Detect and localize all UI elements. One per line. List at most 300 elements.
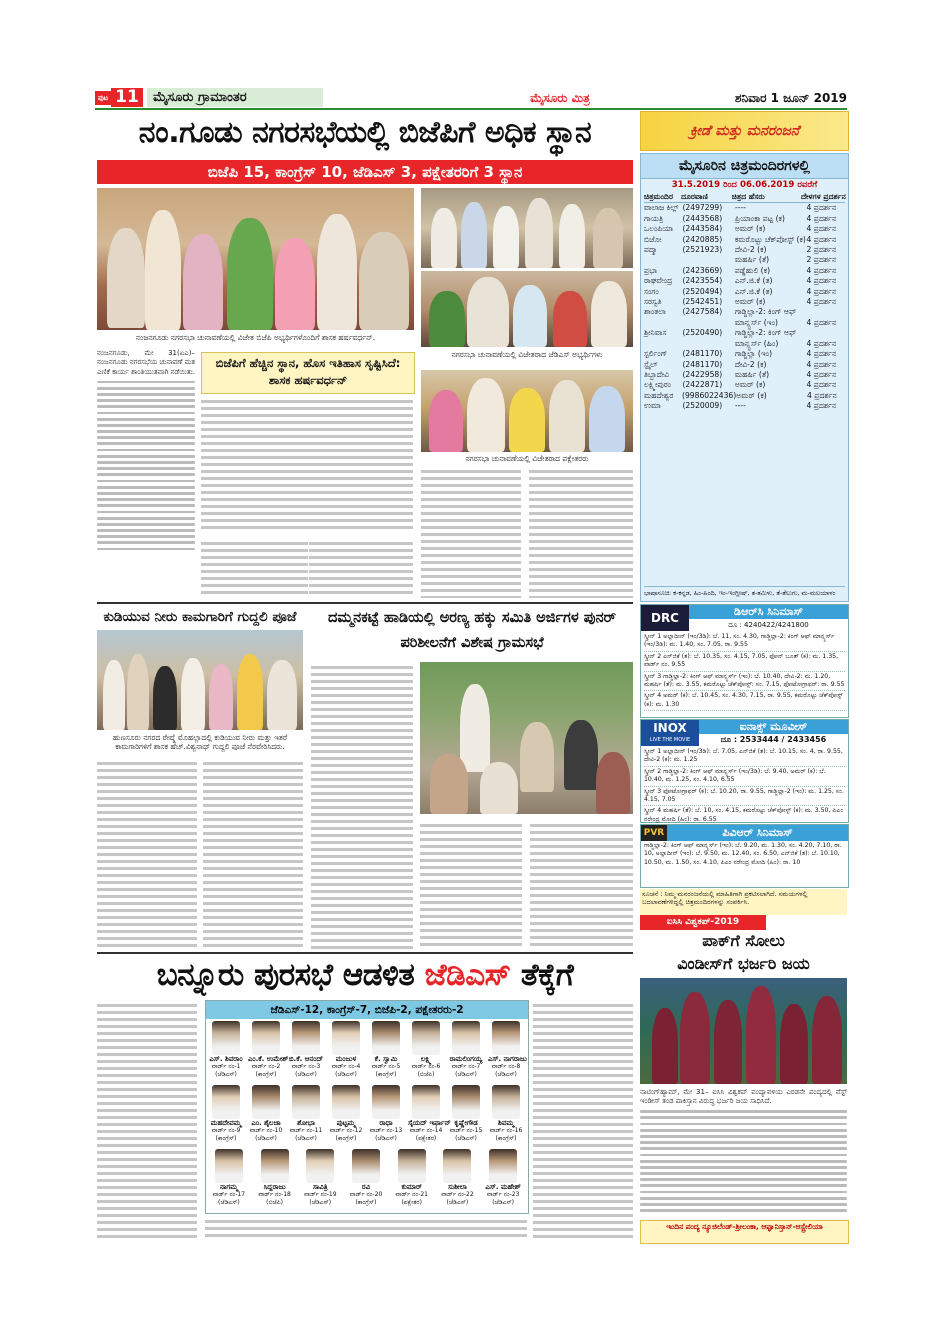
page-date: ಶನಿವಾರ 1 ಜೂನ್ 2019 [734, 91, 847, 105]
film-name: ಮಹರ್ಷಿ (ತೆ) [734, 255, 770, 265]
film-name: ಅಮರ್ (ಕ) [734, 380, 766, 390]
theatre-phone: (2423669) [682, 265, 723, 275]
theatre-phone: (2443584) [682, 224, 723, 234]
cinema-title: ಮೈಸೂರಿನ ಚಿತ್ರಮಂದಿರಗಳಲ್ಲಿ [641, 154, 848, 179]
bjp-photo-caption: ನಂಜನಗೂಡು ನಗರಸಭಾ ಚುನಾವಣೆಯಲ್ಲಿ ವಿಜೇತ ಬಿಜೆಪಿ ಅಭ್ಯರ್ಥಿಗಳೊಂದಿಗೆ ಶಾಸಕ ಹರ್ಷವರ್ಧನ್. [135, 333, 376, 342]
show-count: 4 ಪ್ರದರ್ಶನ [806, 317, 837, 327]
cinema-notice: ಸೂಚನೆ : ನಿಮ್ಮ ಮನರಂಜನೆಯಲ್ಲಿ ಮಾಹಿತಿಗಾಗಿ ಪ್ರಕಟಿಸಲಾಗಿದೆ. ಸಮಯಗಳಲ್ಲಿ ಬದಲಾವಣೆಗಳಿದ್ದಲ್ಲಿ ಚಿತ್ರಮಂದಿರಗಳನ್ನು ಸಂಪರ್ಕಿಸಿ. [640, 889, 847, 915]
inox-phone: ದೂ : 2533444 / 2433456 [720, 735, 827, 744]
theatre-phone: (2481170) [682, 359, 723, 369]
film-name: ---- [734, 203, 746, 213]
inox-screen-3: ಸ್ಕ್ರೀನ್ 3 ಫೋಟೋಗ್ರಾಫರ್ (ಕ): ಬೆ. 10.20, ರಾ. 9.55, ಗಾಡ್ಜಿಲ್ಲಾ-2 (ಇಂ): ಮ. 1.25, ಸಂ. 4.15, 7.05 [644, 787, 845, 807]
member-ward: ವಾರ್ಡ್ ನಂ-18 [258, 1191, 291, 1198]
cinema-row [644, 391, 845, 401]
pvr-title: ಪಿವಿಆರ್ ಸಿನಿಮಾಸ್ [667, 825, 848, 841]
member-photo [372, 1085, 400, 1119]
member-ward: ವಾರ್ಡ್ ನಂ-7 [451, 1063, 481, 1070]
member-ward: ವಾರ್ಡ್ ನಂ-14 [409, 1127, 443, 1134]
show-count: 4 ಪ್ರದರ್ಶನ [806, 224, 837, 234]
film-name: ಅಮರ್ (ಕ) [734, 224, 766, 234]
member-party: (ಕಾಂಗ್ರೆಸ್) [255, 1071, 277, 1078]
theatre-name: ಉಮಾ [644, 401, 661, 411]
cinema-dates: 31.5.2019 ರಿಂದ 06.06.2019 ರವರೆಗೆ [671, 180, 818, 190]
worldcup-dateline: ನಾಟಿಂಗ್‌ಹ್ಯಾಮ್, ಮೇ 31– ಐಸಿಸಿ ವಿಶ್ವಕಪ್ ಪಂದ್ಯಾವಳಿಯ ಎರಡನೇ ಪಂದ್ಯದಲ್ಲಿ ವೆಸ್ಟ್ ಇಂಡೀಸ್ ತಂಡ ಪಾಕಿಸ್ತಾನ ವಿರುದ್ಧ ಭರ್ಜರಿ ಜಯ ಸಾಧಿಸಿದೆ. [640, 1088, 847, 1106]
film-name: ಅಮರ್ (ಕ) [736, 390, 767, 400]
member-ward: ವಾರ್ಡ್ ನಂ-9 [211, 1127, 241, 1134]
member-ward: ವಾರ್ಡ್ ನಂ-22 [441, 1191, 474, 1198]
member-photo [452, 1085, 480, 1119]
member-card [328, 1085, 364, 1145]
show-count: 4 ಪ್ರದರ್ಶನ [807, 390, 837, 400]
cinema-row [644, 224, 845, 234]
story4-body-bottom [205, 1216, 527, 1240]
inox-screen-1: ಸ್ಕ್ರೀನ್ 1 ಅಲ್ಲಾದೀನ್ (ಇಂ/3ಡಿ): ಬೆ. 7.05, ಎನ್‌ಜಿಕೆ (ತ): ಬೆ. 10.15, ಸಂ. 4, ರಾ. 9.55, ದೇವಿ-2 (ಕ): ಮ. 1.25 [644, 747, 845, 767]
member-card [248, 1085, 284, 1145]
th-theatre: ಚಿತ್ರಮಂದಿರ [644, 192, 673, 201]
story1-lead [97, 349, 195, 599]
th-phone: ದೂರವಾಣಿ [681, 192, 708, 201]
inox-box [640, 719, 849, 823]
worldcup-headline-2: ವಿಂಡೀಸ್‌ಗೆ ಭರ್ಜರಿ ಜಯ [677, 954, 810, 973]
show-count: 4 ಪ್ರದರ್ಶನ [806, 359, 837, 369]
theatre-phone: (2520009) [682, 401, 723, 411]
member-ward: ವಾರ್ಡ್ ನಂ-11 [289, 1127, 323, 1134]
cinema-row [644, 235, 845, 245]
cinema-table-body [644, 203, 845, 411]
show-count: 4 ಪ್ರದರ್ಶನ [806, 213, 837, 223]
divider-line [97, 602, 633, 604]
member-name: ಕುಮಾರ್ [401, 1183, 422, 1191]
story3-headline: ದಮ್ಮನಕಟ್ಟೆ ಹಾಡಿಯಲ್ಲಿ ಅರಣ್ಯ ಹಕ್ಕು ಸಮಿತಿ ಅರ್ಜಿಗಳ ಪುನರ್ ಪರಿಶೀಲನೆಗೆ ವಿಶೇಷ ಗ್ರಾಮಸಭೆ [328, 610, 616, 651]
cinema-row [644, 245, 845, 255]
member-party: (ಕಾಂಗ್ರೆಸ್) [375, 1071, 397, 1078]
member-ward: ವಾರ್ಡ್ ನಂ-5 [371, 1063, 401, 1070]
member-photo [492, 1021, 520, 1055]
member-photo [489, 1149, 517, 1183]
theatre-phone: (2427584) [682, 307, 723, 317]
theatre-phone: (2542451) [682, 297, 723, 307]
show-count [807, 307, 845, 317]
member-party: (ಜೆಡಿಎಸ್) [335, 1071, 357, 1078]
cinema-row [644, 255, 845, 265]
page-header [95, 88, 847, 110]
member-card [488, 1085, 524, 1145]
member-ward: ವಾರ್ಡ್ ನಂ-3 [291, 1063, 321, 1070]
member-ward: ವಾರ್ಡ್ ನಂ-10 [249, 1127, 283, 1134]
drc-screen-3: ಸ್ಕ್ರೀನ್ 3 ಗಾಡ್ಜಿಲ್ಲಾ-2: ಕಿಂಗ್ ಆಫ್ ಮಾನ್ಸ್ಟರ್ಸ್ (ಇಂ): ಬೆ. 10.40, ದೇವಿ-2: ಮ. 1.20, ಮಹರ್ಷಿ (ತೆ): ಮ. 3.55, ಕಮರೊಟ್ಟು ಚೆಕ್‌ಪೋಸ್ಟ್: ಸಂ. 7.15, ಫೋಟೋಗ್ರಾಫರ್: ರಾ. 9.55 [644, 672, 845, 692]
member-name: ಸಿದ್ದರಾಜು [263, 1183, 286, 1191]
story1-lead-text: ನಂಜನಗೂಡು, ಮೇ 31(ಏಎ)– ನಂಜನಗೂಡು ನಗರಸಭೆಯ ಚುನಾವಣೆ ಮತ ಎಣಿಕೆ ಕಾರ್ಯ ಶಾಂತಿಯುತವಾಗಿ ನಡೆಯಿತು. [97, 349, 195, 376]
inox-title: ಐನಾಕ್ಸ್ ಮೂವೀಸ್ [699, 720, 848, 734]
member-photo [492, 1085, 520, 1119]
member-name: ರವಿ [361, 1183, 371, 1191]
member-party: (ಜೆಡಿಎಸ್) [295, 1135, 317, 1142]
story1-body-col3 [201, 538, 413, 598]
member-photo [452, 1021, 480, 1055]
today-match-box: ಇಂದಿನ ಪಂದ್ಯ ನ್ಯೂಜಿಲೆಂಡ್-ಶ್ರೀಲಂಕಾ, ಆಫ್ಘಾನಿಸ್ತಾನ್-ಆಸ್ಟ್ರೇಲಿಯಾ [640, 1220, 849, 1244]
member-photo [398, 1149, 426, 1183]
film-name: ಪ್ರಿಯಾಂಕಾ ಪಟ್ಟ (ಕ) [734, 213, 785, 223]
member-name: ನಾಗಮ್ಮ [219, 1183, 238, 1191]
show-count: 4 ಪ್ರದರ್ಶನ [806, 265, 837, 275]
pvr-box [640, 824, 849, 888]
jds-winners-photo-2 [421, 271, 633, 347]
theatre-phone: (2481170) [682, 349, 723, 359]
film-name: ಕಮರೊಟ್ಟು ಚೆಕ್‌ಪೋಸ್ಟ್ (ಕ) [734, 234, 806, 244]
film-name: ಮಹರ್ಷಿ (ತೆ) [734, 369, 770, 379]
member-ward: ವಾರ್ಡ್ ನಂ-17 [212, 1191, 246, 1198]
member-ward: ವಾರ್ಡ್ ನಂ-19 [304, 1191, 337, 1198]
jds-winners-photo [421, 188, 633, 268]
show-count: 4 ಪ್ರದರ್ಶನ [806, 369, 837, 379]
water-works-caption: ಹುಣಸೂರು ನಗರದ ರೇಷ್ಮೆ ಮೊಹಲ್ಲಾದಲ್ಲಿ ಕುಡಿಯುವ ನೀರು ಮತ್ತು ಇತರೆ ಕಾಮಗಾರಿಗಳಿಗೆ ಶಾಸಕ ಹೆಚ್.ವಿಶ್ವನಾಥ್ ಗುದ್ದಲಿ ಪೂಜೆ ನೆರವೇರಿಸಿದರು. [112, 733, 288, 751]
show-count: 2 ಪ್ರದರ್ಶನ [806, 245, 837, 255]
cinema-row [644, 360, 845, 370]
cinema-row [644, 380, 845, 390]
show-count: 2 ಪ್ರದರ್ಶನ [806, 255, 837, 265]
member-name: ಬಿ.ಕೆ. ಆನಂದ್ [288, 1055, 324, 1063]
drc-logo: DRC [641, 605, 689, 631]
member-photo [292, 1021, 320, 1055]
story2-body-col2 [203, 758, 303, 948]
theatre-name [644, 339, 682, 349]
member-card [208, 1149, 250, 1209]
sports-banner-text: ಕ್ರೀಡೆ ಮತ್ತು ಮನರಂಜನೆ [689, 123, 800, 139]
member-photo [212, 1085, 240, 1119]
story4-headline-part3: ತೆಕ್ಕೆಗೆ [520, 957, 574, 993]
member-photo [332, 1021, 360, 1055]
cinema-box [640, 153, 849, 602]
member-ward: ವಾರ್ಡ್ ನಂ-13 [369, 1127, 403, 1134]
member-ward: ವಾರ್ಡ್ ನಂ-20 [349, 1191, 383, 1198]
worldcup-tag: ಐಸಿಸಿ ವಿಶ್ವಕಪ್-2019 [640, 915, 766, 930]
member-party: (ಬಿಜೆಪಿ) [417, 1071, 435, 1078]
member-photo [252, 1085, 280, 1119]
cinema-row [644, 297, 845, 307]
theatre-name: ಪ್ರಭಾ [644, 265, 658, 275]
section-title: ಮೈಸೂರು ಗ್ರಾಮಾಂತರ [147, 88, 323, 107]
story3-body-col3 [530, 820, 633, 950]
theatre-name: ತಿಬ್ಬಾದೇವಿ [644, 369, 670, 379]
member-photo [412, 1085, 440, 1119]
bjp-winners-photo [97, 188, 414, 330]
theatre-phone: (2520490) [682, 328, 723, 338]
cinema-row [644, 307, 845, 317]
theatre-phone [682, 255, 734, 265]
pvr-schedule: ಗಾಡ್ಜಿಲ್ಲಾ-2: ಕಿಂಗ್ ಆಫ್ ಮಾನ್ಸ್ಟರ್ಸ್ (ಇಂ): ಬೆ. 9.20, ಮ. 1.30, ಸಂ. 4.20, 7.10, ರಾ. 10, ಅಲ್ಲಾದೀನ್ (ಇಂ): ಬೆ. 9.50, ಮ. 12.40, ಸಂ. 6.50, ಎನ್‌ಜಿಕೆ (ತ): ಬೆ. 10.10, 10.50, ಮ. 1.50, ಸಂ. 4.10, ಪಿಎಂ ನರೇಂದ್ರ ಮೋದಿ (ಹಿಂ): ರಾ. 10 [644, 842, 842, 866]
drc-title: ಡಿಆರ್‌ಸಿ ಸಿನಿಮಾಸ್ [689, 605, 848, 619]
cinema-row [644, 339, 845, 349]
film-name: ---- [734, 401, 746, 411]
paper-name: ಮೈಸೂರು ಮಿತ್ರ [530, 91, 590, 105]
drc-phone: ದೂ : 4240422/4241800 [728, 621, 809, 629]
film-name: ಮಾನ್ಸ್ಟರ್ಸ್ (ಹಿಂ) [734, 338, 779, 348]
member-card [299, 1149, 341, 1209]
show-count: 4 ಪ್ರದರ್ಶನ [806, 349, 837, 359]
inox-logo: INOX [653, 721, 687, 735]
story4-body-left [97, 1000, 197, 1240]
film-name: ದೇವಿ-2 (ಕ) [734, 359, 767, 369]
member-card [288, 1085, 324, 1145]
member-photo [215, 1149, 243, 1183]
theatre-name: ಬಿಜೋ [644, 234, 662, 244]
cinema-row [644, 266, 845, 276]
story4-headline-jds: ಜೆಡಿಎಸ್ [424, 957, 511, 993]
theatre-phone [682, 318, 734, 328]
member-name: ಸಾವಿತ್ರಿ [312, 1183, 328, 1191]
member-name: ಎಂ. ಶೈಲಜಾ [251, 1119, 281, 1127]
cinema-row [644, 370, 845, 380]
member-party: (ಜೆಡಿಎಸ್) [309, 1199, 332, 1206]
member-ward: ವಾರ್ಡ್ ನಂ-1 [211, 1063, 241, 1070]
film-name: ಪಡ್ಡೆಹುಲಿ (ಕ) [734, 265, 771, 275]
sports-banner [640, 111, 849, 151]
film-name: ಗಾಡ್ಜಿಲ್ಲಾ (ಇಂ) [734, 349, 773, 359]
member-party: (ಕಾಂಗ್ರೆಸ್) [335, 1135, 357, 1142]
show-count [807, 328, 845, 338]
member-card [448, 1021, 484, 1081]
worldcup-report [640, 1088, 847, 1238]
cinema-row [644, 203, 845, 213]
member-card [254, 1149, 296, 1209]
inox-screen-4: ಸ್ಕ್ರೀನ್ 4 ಮಹರ್ಷಿ (ತೆ): ಬೆ. 10, ಸಂ. 4.15, ಕಮರೊಟ್ಟು ಚೆಕ್‌ಪೋಸ್ಟ್ (ಕ): ಮ. 3.50, ಪಿಎಂ ನರೇಂದ್ರ ಮೋದಿ (ಹಿಂ): ರಾ. 6.55 [644, 806, 845, 826]
member-name: ಪುಟ್ಟಮ್ಮ [336, 1119, 356, 1127]
theatre-phone [682, 339, 734, 349]
film-name: ಅಮರ್ (ಕ) [734, 297, 766, 307]
theatre-name: ಪದ್ಮಾ [644, 245, 658, 255]
member-party: (ಕಾಂಗ್ರೆಸ್) [215, 1135, 237, 1142]
film-name: ಗಾಡ್ಜಿಲ್ಲಾ-2: ಕಿಂಗ್ ಆಫ್ [734, 307, 797, 317]
member-card [408, 1085, 451, 1145]
member-photo [372, 1021, 400, 1055]
member-photo [261, 1149, 289, 1183]
th-shows: ದೇಳಗಳ ಪ್ರದರ್ಶನ [801, 192, 846, 201]
story4-banner: ಜೆಡಿಎಸ್-12, ಕಾಂಗ್ರೆಸ್-7, ಬಿಜೆಪಿ-2, ಪಕ್ಷೇತರರು-2 [206, 1001, 528, 1019]
water-works-photo [97, 630, 303, 730]
member-card [448, 1085, 484, 1145]
story4-members-box [205, 1000, 529, 1214]
story4-headline-part1: ಬನ್ನೂರು ಪುರಸಭೆ ಆಡಳಿತ [156, 957, 415, 993]
story1-body-col2 [201, 396, 413, 532]
member-party: (ಜೆಡಿಎಸ್) [255, 1135, 277, 1142]
theatre-name: ಒಲಂಪಿಯಾ [644, 224, 674, 234]
story1-banner: ಬಿಜೆಪಿ 15, ಕಾಂಗ್ರೆಸ್ 10, ಜೆಡಿಎಸ್ 3, ಪಕ್ಷೇತರರಿಗೆ 3 ಸ್ಥಾನ [97, 160, 633, 184]
member-name: ಶಿವಮ್ಮ [498, 1119, 514, 1127]
member-card [328, 1021, 364, 1081]
story4-body-right [533, 1000, 633, 1240]
cinema-row [644, 401, 845, 411]
member-ward: ವಾರ್ಡ್ ನಂ-4 [331, 1063, 361, 1070]
member-photo [443, 1149, 471, 1183]
theatre-name [644, 318, 682, 328]
story1-body-col5 [421, 466, 521, 598]
page-label: ಪುಟ [95, 91, 111, 105]
member-party: (ಜೆಡಿಎಸ್) [217, 1199, 240, 1206]
show-count: 4 ಪ್ರದರ್ಶನ [806, 234, 837, 244]
show-count: 4 ಪ್ರದರ್ಶನ [806, 276, 837, 286]
film-name: ಮಾನ್ಸ್ಟರ್ಸ್ (ಇಂ) [734, 317, 779, 327]
member-name: ಶೋಭಾ [297, 1119, 315, 1127]
theatre-phone: (2497299) [682, 203, 723, 213]
member-card [482, 1149, 524, 1209]
member-party: (ಕಾಂಗ್ರೆಸ್) [355, 1199, 377, 1206]
member-party: (ಕಾಂಗ್ರೆಸ್) [495, 1135, 517, 1142]
show-count: 4 ಪ್ರದರ್ಶನ [806, 203, 837, 213]
member-card [208, 1021, 244, 1081]
page-number: 11 [111, 88, 143, 107]
member-party: (ಜೆಡಿಎಸ್) [295, 1071, 317, 1078]
film-name: ಎನ್.ಜಿ.ಕೆ (ತ) [734, 286, 773, 296]
story4-headline [97, 953, 633, 997]
pvr-logo: PVR [641, 825, 667, 841]
drc-screen-4: ಸ್ಕ್ರೀನ್ 4 ಅಮರ್ (ಕ): ಬೆ. 10.45, ಸಂ. 4.30, 7.15, ರಾ. 9.55, ಕಮರೊಟ್ಟು ಚೆಕ್‌ಪೋಸ್ಟ್ (ಕ): ಮ. 1.30 [644, 691, 845, 711]
member-card [368, 1021, 404, 1081]
theatre-name: ವಾಲಾಜ ಕಿಲ್ಲ್ [644, 203, 679, 213]
theatre-phone: (2420885) [682, 234, 723, 244]
member-name: ಮಹದೇವಮ್ಮ [210, 1119, 242, 1127]
west-indies-celebration-photo [640, 978, 847, 1084]
theatre-phone: (2443568) [682, 213, 723, 223]
theatre-name: ಸ್ಟರ್ಲಿಂಗ್ [644, 349, 668, 359]
member-name: ಸುಶೀಲಾ [448, 1183, 467, 1191]
theatre-name: ಲಕ್ಷ್ಮೀಪುರಂ [644, 380, 672, 390]
grama-sabha-photo [420, 662, 633, 814]
member-party: (ಜೆಡಿಎಸ್) [455, 1135, 477, 1142]
member-photo [332, 1085, 360, 1119]
cinema-row [644, 328, 845, 338]
drc-screen-2: ಸ್ಕ್ರೀನ್ 2 ಎನ್‌ಜಿಕೆ (ತ): ಬೆ. 10.35, ಸಂ. 4.15, 7.05, ಫೋನ್ ಬೂತ್ (ಕ): ಮ. 1.35, ವಾರ್ಡ್ ನಂ. 9.55 [644, 652, 845, 672]
member-ward: ವಾರ್ಡ್ ನಂ-8 [491, 1063, 521, 1070]
theatre-phone: (2422958) [682, 369, 723, 379]
member-name: ಎಸ್. ಮಹೇಶ್ [485, 1183, 521, 1191]
member-name: ಸೈಯದ್ ಇರ್ಫಾನ್ [408, 1119, 451, 1127]
story1-subhead: ಬಿಜೆಪಿಗೆ ಹೆಚ್ಚಿನ ಸ್ಥಾನ, ಹೊಸ ಇತಿಹಾಸ ಸೃಷ್ಟಿಸಿದೆ: ಶಾಸಕ ಹರ್ಷವರ್ಧನ್ [215, 356, 401, 387]
member-name: ಎಸ್. ಶಿವರಾಂ [209, 1055, 243, 1063]
theatre-name: ಮಹದೇಶ್ವರ [644, 390, 674, 400]
inox-tagline: LIVE THE MOVIE [649, 737, 691, 743]
cinema-row [644, 276, 845, 286]
member-party: (ಪಕ್ಷೇತರ) [415, 1135, 437, 1142]
member-name: ರಾಧಾ [379, 1119, 393, 1127]
member-name: ಎಂ.ಕೆ. ಉಮೇಶ್ [248, 1055, 289, 1063]
theatre-name [644, 255, 682, 265]
member-name: ಕೆ. ಸ್ವಾಮಿ [374, 1055, 398, 1063]
theatre-name: ಸರಸ್ವತಿ [644, 297, 662, 307]
member-photo [412, 1021, 440, 1055]
member-card [408, 1021, 444, 1081]
member-photo [352, 1149, 380, 1183]
cinema-table-header [644, 192, 845, 203]
member-ward: ವಾರ್ಡ್ ನಂ-2 [251, 1063, 281, 1070]
member-ward: ವಾರ್ಡ್ ನಂ-6 [411, 1063, 441, 1070]
member-photo [252, 1021, 280, 1055]
member-name: ಲಕ್ಷ್ಮಿ [420, 1055, 432, 1063]
show-count: 4 ಪ್ರದರ್ಶನ [806, 338, 837, 348]
member-name: ಮಂಜುಳ [335, 1055, 357, 1063]
member-card [391, 1149, 433, 1209]
member-card [288, 1021, 324, 1081]
cinema-row [644, 349, 845, 359]
member-party: (ಬಿಜೆಪಿ) [266, 1199, 283, 1206]
language-key: ಭಾಷಾಸೂಚಿ: ಕ-ಕನ್ನಡ, ಹಿಂ-ಹಿಂದಿ, ಇಂ-ಇಂಗ್ಲೀಷ್, ತ-ತಮಿಳು, ತೆ-ತೆಲುಗು, ಮ-ಮಲಯಾಳಂ [644, 586, 845, 597]
theatre-phone: (2521923) [682, 245, 723, 255]
story1-headline: ನಂ.ಗೂಡು ನಗರಸಭೆಯಲ್ಲಿ ಬಿಜೆಪಿಗೆ ಅಧಿಕ ಸ್ಥಾನ [138, 115, 592, 150]
member-party: (ಜೆಡಿಎಸ್) [455, 1071, 477, 1078]
theatre-name: ರಾಘವೇಂದ್ರ [644, 276, 673, 286]
member-ward: ವಾರ್ಡ್ ನಂ-21 [395, 1191, 428, 1198]
member-photo [212, 1021, 240, 1055]
member-party: (ಜೆಡಿಎಸ್) [446, 1199, 469, 1206]
member-ward: ವಾರ್ಡ್ ನಂ-15 [449, 1127, 483, 1134]
member-party: (ಜೆಡಿಎಸ್) [492, 1199, 514, 1206]
film-name: ಗಾಡ್ಜಿಲ್ಲಾ-2: ಕಿಂಗ್ ಆಫ್ [734, 328, 797, 338]
member-ward: ವಾರ್ಡ್ ನಂ-23 [486, 1191, 520, 1198]
member-party: (ಜೆಡಿಎಸ್) [375, 1135, 397, 1142]
member-ward: ವಾರ್ಡ್ ನಂ-16 [489, 1127, 523, 1134]
member-party: (ಜೆಡಿಎಸ್) [495, 1071, 517, 1078]
member-card [368, 1085, 404, 1145]
theatre-name: ಶ್ರೀನಿವಾಸ [644, 328, 667, 338]
story2-headline: ಕುಡಿಯುವ ನೀರು ಕಾಮಗಾರಿಗೆ ಗುದ್ದಲಿ ಪೂಜೆ [103, 609, 297, 625]
story3-body-col1 [311, 662, 413, 950]
theatre-name: ಸಂಗಂ [644, 286, 659, 296]
show-count: 4 ಪ್ರದರ್ಶನ [806, 297, 837, 307]
show-count: 4 ಪ್ರದರ್ಶನ [806, 286, 837, 296]
drc-schedule [641, 631, 848, 712]
story3-body-col2 [420, 820, 522, 950]
th-film: ಚಿತ್ರದ ಹೆಸರು [731, 192, 765, 201]
film-name: ಎನ್.ಜಿ.ಕೆ (ತ) [734, 276, 773, 286]
theatre-name: ಸ್ಟೈಲ್ [644, 359, 658, 369]
member-name: ರಾಮಲಿಂಗಯ್ಯ [449, 1055, 483, 1063]
member-card [248, 1021, 289, 1081]
cinema-row [644, 214, 845, 224]
theatre-phone: (2423554) [682, 276, 723, 286]
inox-schedule [641, 746, 848, 827]
inox-screen-2: ಸ್ಕ್ರೀನ್ 2 ಗಾಡ್ಜಿಲ್ಲಾ-2: ಕಿಂಗ್ ಆಫ್ ಮಾನ್ಸ್ಟರ್ಸ್ (ಇಂ/3ಡಿ): ಬೆ. 9.40, ಅಮರ್ (ಕ): ಬೆ. 10.40, ಮ. 1.25, ಸಂ. 4.10, 6.55 [644, 767, 845, 787]
member-party: (ಜೆಡಿಎಸ್) [215, 1071, 237, 1078]
drc-box [640, 604, 849, 718]
member-card [345, 1149, 387, 1209]
member-photo [292, 1085, 320, 1119]
member-name: ಎಸ್. ನಾಗರಾಜು [488, 1055, 527, 1063]
story1-body-col4 [308, 538, 309, 598]
member-ward: ವಾರ್ಡ್ ನಂ-12 [329, 1127, 363, 1134]
story2-body-col1 [97, 758, 197, 948]
member-party: (ಪಕ್ಷೇತರ) [401, 1199, 422, 1206]
member-card [437, 1149, 479, 1209]
member-name: ಕೃಷ್ಣೇಗೌಡ [454, 1119, 478, 1127]
worldcup-headline-1: ಪಾಕ್‌ಗೆ ಸೋಲು [702, 931, 785, 950]
theatre-name: ಗಾಯತ್ರಿ [644, 213, 664, 223]
member-photo [306, 1149, 334, 1183]
independents-photo [421, 370, 633, 452]
members-grid [206, 1019, 528, 1211]
story1-body-col6 [529, 466, 633, 598]
film-name: ದೇವಿ-2 (ಕ) [734, 245, 767, 255]
cinema-row [644, 287, 845, 297]
drc-screen-1: ಸ್ಕ್ರೀನ್ 1 ಅಲ್ಲಾದೀನ್ (ಇಂ/3ಡಿ): ಬೆ. 11, ಸಂ. 4.30, ಗಾಡ್ಜಿಲ್ಲಾ-2: ಕಿಂಗ್ ಆಫ್ ಮಾನ್ಸ್ಟರ್ಸ್ (ಇಂ/3ಡಿ): ಮ. 1.40, ಸಂ. 7.05, ರಾ. 9.55 [644, 632, 845, 652]
member-card [488, 1021, 527, 1081]
independents-photo-caption: ನಗರಸಭಾ ಚುನಾವಣೆಯಲ್ಲಿ ವಿಜೇತರಾದ ಪಕ್ಷೇತರರು [465, 454, 589, 463]
member-card [208, 1085, 244, 1145]
story1-subhead-box [201, 352, 415, 394]
theatre-phone: (2422871) [682, 380, 723, 390]
theatre-phone: (9986022436) [681, 390, 737, 400]
theatre-name: ಶಾಂತಲಾ [644, 307, 666, 317]
show-count: 4 ಪ್ರದರ್ಶನ [806, 401, 837, 411]
theatre-phone: (2520494) [682, 286, 723, 296]
